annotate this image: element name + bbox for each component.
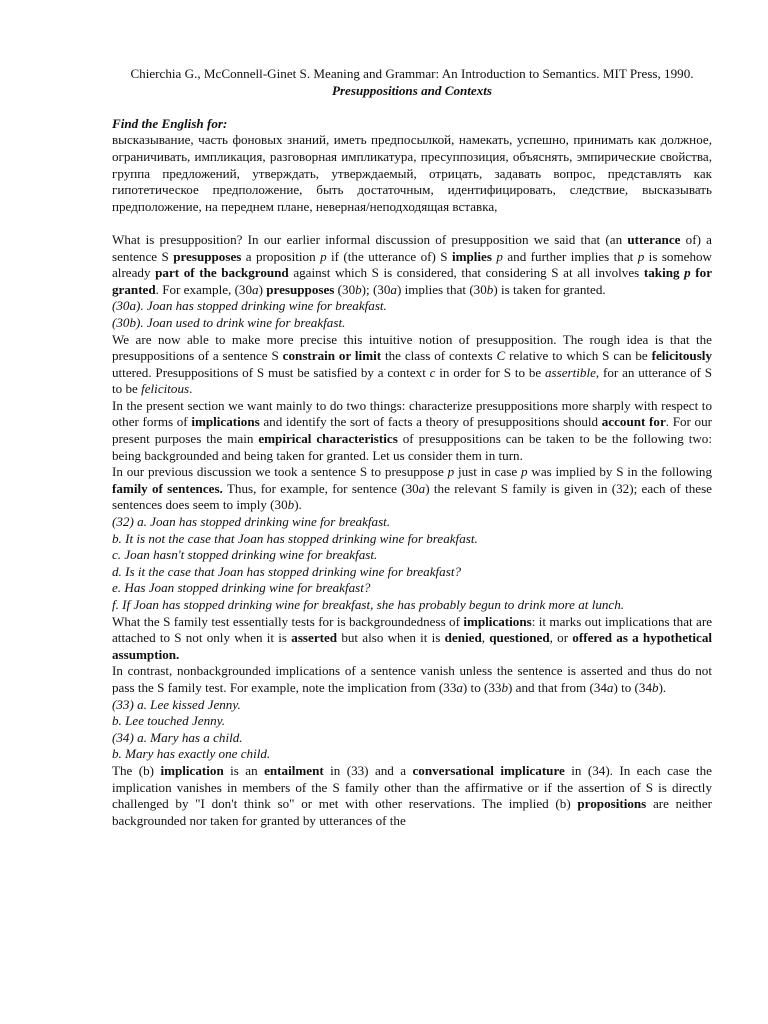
spacer — [112, 99, 712, 116]
section-title: Presuppositions and Contexts — [331, 82, 493, 98]
paragraph-implication-entailment: The (b) implication is an entailment in (33) and a conversational implicature in (34). In each case the implication vanishes in members of the S family other than the affirmative or if the assertion of S is directly challenged by "I don't think so" or met with other reservations. The implied (b) propositions are neither backgrounded nor taken for granted by utterances of the — [112, 762, 713, 828]
paragraph-present-section: In the present section we want mainly to do two things: characterize presuppositions more sharply with respect to other forms of implications and identify the sort of facts a theory of presuppositions should account for. For our present purposes the main empirical characteristics of presuppositions can be taken to be the following two: being backgrounded and being taken for granted. Let us consider them in turn. — [112, 397, 712, 463]
paragraph-s-family-test: What the S family test essentially tests for is backgroundedness of implications: it marks out implications that are attached to S not only when it is asserted but also when it is denied, questioned, or offered as a hypothetical assumption. — [112, 613, 713, 662]
example-33a: (33) a. Lee kissed Jenny. — [112, 696, 241, 712]
example-32e: e. Has Joan stopped drinking wine for breakfast? — [112, 580, 371, 596]
example-30b: (30b). Joan used to drink wine for breakfast. — [112, 314, 346, 330]
example-30a: (30a). Joan has stopped drinking wine for breakfast. — [112, 298, 387, 314]
paragraph-family-of-sentences: In our previous discussion we took a sentence S to presuppose p just in case p was implied by S in the following family of sentences. Thus, for example, for sentence (30a) the relevant S family is given in (32); each of these sentences does seem to imply (30b). — [112, 464, 712, 513]
citation: Chierchia G., McConnell-Ginet S. Meaning and Grammar: An Introduction to Semantics. MIT Press, 1990. — [130, 66, 694, 81]
paragraph-nonbackgrounded: In contrast, nonbackgrounded implications of a sentence vanish unless the sentence is asserted and thus do not pass the S family test. For example, note the implication from (33a) to (33b) and that from (34a) to (34b). — [112, 663, 712, 695]
paragraph-presupposition-definition: What is presupposition? In our earlier informal discussion of presupposition we said that (an utterance of) a sentence S presupposes a proposition p if (the utterance of) S implies p and further implies that p is somehow already part of the background against which S is considered, that considering S at all involves taking p for granted. For example, (30a) presupposes (30b); (30a) implies that (30b) is taken for granted. — [112, 231, 713, 297]
vocab-list: высказывание, часть фоновых знаний, иметь предпосылкой, намекать, успешно, принимать как должное, ограничивать, импликация, разговорная импликатура, пресуппозиция, объяснять, эмпирические свойства, группа предложений, утверждать, утверждаемый, отрицать, задавать вопрос, представлять как гипотетическое предположение, быть достаточным, идентифицировать, следствие, высказывать предположение, на переднем плане, неверная/неподходящая вставка, — [112, 132, 712, 214]
example-34b: b. Mary has exactly one child. — [112, 746, 271, 762]
example-32a: (32) a. Joan has stopped drinking wine for breakfast. — [112, 514, 391, 530]
example-32b: b. It is not the case that Joan has stopped drinking wine for breakfast. — [112, 530, 478, 546]
example-34a: (34) a. Mary has a child. — [112, 729, 243, 745]
vocab-heading: Find the English for: — [112, 115, 228, 131]
example-33b: b. Lee touched Jenny. — [112, 713, 226, 729]
paragraph-contexts: We are now able to make more precise this intuitive notion of presupposition. The rough idea is that the presuppositions of a sentence S constrain or limit the class of contexts C relative to which S can be felicitously uttered. Presuppositions of S must be satisfied by a context c in order for S to be assertible, for an utterance of S to be felicitous. — [112, 331, 712, 397]
spacer — [112, 215, 712, 232]
example-32f: f. If Joan has stopped drinking wine for breakfast, she has probably begun to drink more at lunch. — [112, 597, 625, 612]
example-32c: c. Joan hasn't stopped drinking wine for breakfast. — [112, 547, 378, 563]
example-32d: d. Is it the case that Joan has stopped drinking wine for breakfast? — [112, 563, 462, 579]
